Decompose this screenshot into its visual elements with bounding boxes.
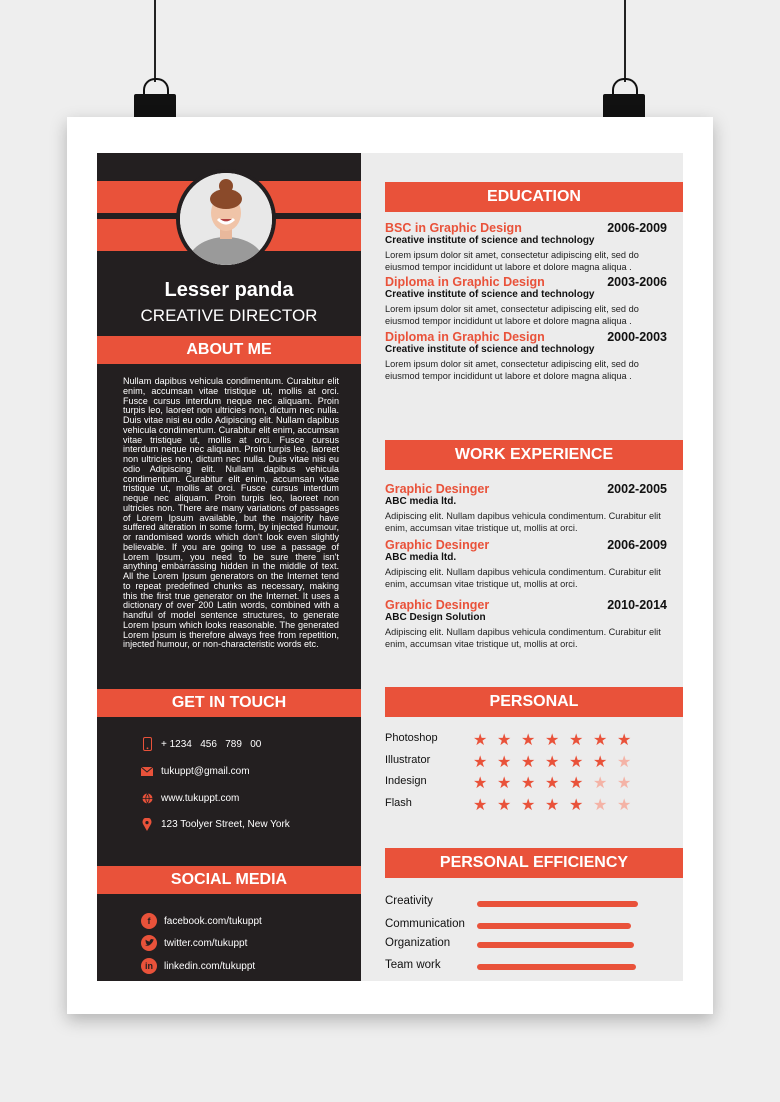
star-icon: ★ bbox=[569, 732, 584, 749]
work-item bbox=[385, 538, 667, 590]
skill-rating bbox=[473, 776, 641, 792]
star-icon: ★ bbox=[545, 732, 560, 749]
contact-web[interactable] bbox=[141, 791, 239, 805]
location-pin-icon bbox=[141, 817, 153, 831]
star-icon: ★ bbox=[521, 775, 536, 792]
social-facebook-text: facebook.com/tukuppt bbox=[164, 915, 262, 927]
social-linkedin-text: linkedin.com/tukuppt bbox=[164, 960, 256, 972]
contact-web-text: www.tukuppt.com bbox=[161, 792, 240, 804]
star-icon: ★ bbox=[473, 797, 488, 814]
star-icon: ★ bbox=[473, 775, 488, 792]
social-title: SOCIAL MEDIA bbox=[97, 866, 361, 894]
work-company: ABC Design Solution bbox=[385, 612, 486, 623]
work-title: WORK EXPERIENCE bbox=[385, 440, 683, 470]
star-icon: ★ bbox=[497, 732, 512, 749]
education-years: 2006-2009 bbox=[607, 221, 667, 235]
hanging-wire-left bbox=[154, 0, 156, 82]
star-icon: ★ bbox=[617, 797, 632, 814]
efficiency-bar bbox=[477, 901, 638, 907]
education-item bbox=[385, 275, 667, 327]
profile-name: Lesser panda bbox=[164, 279, 294, 301]
efficiency-label: Communication bbox=[385, 918, 465, 930]
star-icon: ★ bbox=[617, 775, 632, 792]
globe-icon bbox=[141, 791, 153, 805]
education-degree: Diploma in Graphic Design bbox=[385, 330, 545, 344]
phone-icon bbox=[141, 737, 153, 751]
star-icon: ★ bbox=[497, 754, 512, 771]
contact-title: GET IN TOUCH bbox=[97, 689, 361, 717]
about-title: ABOUT ME bbox=[97, 336, 361, 364]
twitter-icon bbox=[141, 935, 157, 951]
facebook-icon: f bbox=[141, 913, 157, 929]
social-twitter[interactable] bbox=[141, 935, 247, 951]
efficiency-bar bbox=[477, 923, 631, 929]
star-icon: ★ bbox=[617, 732, 632, 749]
star-icon: ★ bbox=[593, 775, 608, 792]
social-twitter-text: twitter.com/tukuppt bbox=[164, 937, 248, 949]
education-degree: BSC in Graphic Design bbox=[385, 221, 522, 235]
education-school: Creative institute of science and technology bbox=[385, 235, 595, 246]
education-school: Creative institute of science and technology bbox=[385, 289, 595, 300]
skill-label: Flash bbox=[385, 797, 412, 809]
education-desc: Lorem ipsum dolor sit amet, consectetur adipiscing elit, sed do eiusmod tempor incididunt ut labore et dolore magna aliqua . bbox=[385, 250, 639, 272]
social-facebook[interactable] bbox=[141, 913, 262, 929]
skill-label: Indesign bbox=[385, 775, 427, 787]
skill-rating bbox=[473, 733, 641, 749]
work-position: Graphic Desinger bbox=[385, 482, 490, 496]
star-icon: ★ bbox=[545, 797, 560, 814]
work-company: ABC media ltd. bbox=[385, 496, 457, 507]
star-icon: ★ bbox=[617, 754, 632, 771]
work-position: Graphic Desinger bbox=[385, 538, 490, 552]
work-years: 2002-2005 bbox=[607, 482, 667, 496]
work-desc: Adipiscing elit. Nullam dapibus vehicula condimentum. Curabitur elit enim, accumsan vitae tristique ut, mollis at orci. bbox=[385, 567, 661, 589]
efficiency-title: PERSONAL EFFICIENCY bbox=[385, 848, 683, 878]
work-desc: Adipiscing elit. Nullam dapibus vehicula condimentum. Curabitur elit enim, accumsan vitae tristique ut, mollis at orci. bbox=[385, 627, 661, 649]
contact-address-text: 123 Toolyer Street, New York bbox=[161, 818, 290, 830]
social-linkedin[interactable] bbox=[141, 958, 255, 974]
star-icon: ★ bbox=[545, 775, 560, 792]
work-position: Graphic Desinger bbox=[385, 598, 490, 612]
mail-icon bbox=[141, 764, 153, 778]
work-years: 2006-2009 bbox=[607, 538, 667, 552]
star-icon: ★ bbox=[569, 754, 584, 771]
work-desc: Adipiscing elit. Nullam dapibus vehicula condimentum. Curabitur elit enim, accumsan vitae tristique ut, mollis at orci. bbox=[385, 511, 661, 533]
contact-phone-text: + 1234 456 789 00 bbox=[161, 738, 262, 750]
contact-email[interactable] bbox=[141, 764, 250, 778]
star-icon: ★ bbox=[473, 732, 488, 749]
star-icon: ★ bbox=[521, 797, 536, 814]
linkedin-icon: in bbox=[141, 958, 157, 974]
education-degree: Diploma in Graphic Design bbox=[385, 275, 545, 289]
efficiency-label: Creativity bbox=[385, 895, 433, 907]
star-icon: ★ bbox=[521, 754, 536, 771]
star-icon: ★ bbox=[497, 797, 512, 814]
contact-email-text: tukuppt@gmail.com bbox=[161, 765, 250, 777]
education-years: 2003-2006 bbox=[607, 275, 667, 289]
education-school: Creative institute of science and technology bbox=[385, 344, 595, 355]
efficiency-bar bbox=[477, 964, 636, 970]
work-item bbox=[385, 598, 667, 650]
education-item bbox=[385, 330, 667, 382]
contact-phone bbox=[141, 737, 261, 751]
star-icon: ★ bbox=[473, 754, 488, 771]
work-company: ABC media ltd. bbox=[385, 552, 457, 563]
star-icon: ★ bbox=[569, 775, 584, 792]
star-icon: ★ bbox=[545, 754, 560, 771]
education-desc: Lorem ipsum dolor sit amet, consectetur adipiscing elit, sed do eiusmod tempor incididunt ut labore et dolore magna aliqua . bbox=[385, 359, 639, 381]
work-item bbox=[385, 482, 667, 534]
avatar bbox=[176, 169, 276, 269]
efficiency-label: Team work bbox=[385, 959, 441, 971]
star-icon: ★ bbox=[569, 797, 584, 814]
profile-role: CREATIVE DIRECTOR bbox=[140, 306, 318, 325]
right-column bbox=[361, 153, 683, 981]
contact-address bbox=[141, 817, 290, 831]
efficiency-label: Organization bbox=[385, 937, 451, 949]
education-title: EDUCATION bbox=[385, 182, 683, 212]
education-item bbox=[385, 221, 667, 273]
star-icon: ★ bbox=[497, 775, 512, 792]
skill-rating bbox=[473, 755, 641, 771]
education-years: 2000-2003 bbox=[607, 330, 667, 344]
star-icon: ★ bbox=[593, 797, 608, 814]
work-years: 2010-2014 bbox=[607, 598, 667, 612]
star-icon: ★ bbox=[593, 732, 608, 749]
education-desc: Lorem ipsum dolor sit amet, consectetur adipiscing elit, sed do eiusmod tempor incididunt ut labore et dolore magna aliqua . bbox=[385, 304, 639, 326]
personal-title: PERSONAL bbox=[385, 687, 683, 717]
star-icon: ★ bbox=[521, 732, 536, 749]
skill-rating bbox=[473, 798, 641, 814]
efficiency-bar bbox=[477, 942, 634, 948]
skill-label: Illustrator bbox=[385, 754, 431, 766]
about-text: Nullam dapibus vehicula condimentum. Curabitur elit enim, accumsan vitae tristique ut, mollis at orci. Fusce cursus interdum neque nec aliquam. Proin turpis leo, laoreet non ultricies non, dictum nec nulla. Duis vitae nisi eu odio Adipiscing elit. Nullam dapibus vehicula condimentum. Curabitur elit enim, accumsan vitae tristique ut, mollis at orci. Fusce cursus interdum neque nec aliquam. Proin turpis leo, laoreet non ultricies non, dictum nec nulla. Duis vitae nisi eu odio Adipiscing elit. Nullam dapibus vehicula condimentum. Curabitur elit enim, accumsan vitae tristique ut, mollis at orci. Fusce cursus interdum neque nec aliquam. Proin turpis leo, laoreet non ultricies non. There are many variations of passages of Lorem Ipsum available, but the majority have suffered alteration in some form, by injected humour, or randomised words which don't look even slightly believable. If you are going to use a passage of Lorem Ipsum, you need to be sure there isn't anything embarrassing hidden in the middle of text. All the Lorem Ipsum generators on the Internet tend to repeat predefined chunks as necessary, making this the first true generator on the Internet. It uses a dictionary of over 200 Latin words, combined with a handful of model sentence structures, to generate Lorem Ipsum which looks reasonable. The generated Lorem Ipsum is therefore always free from repetition, injected humour, or non-characteristic words etc. bbox=[123, 376, 339, 650]
skill-label: Photoshop bbox=[385, 732, 438, 744]
hanging-wire-right bbox=[624, 0, 626, 82]
star-icon: ★ bbox=[593, 754, 608, 771]
left-column bbox=[97, 153, 361, 981]
